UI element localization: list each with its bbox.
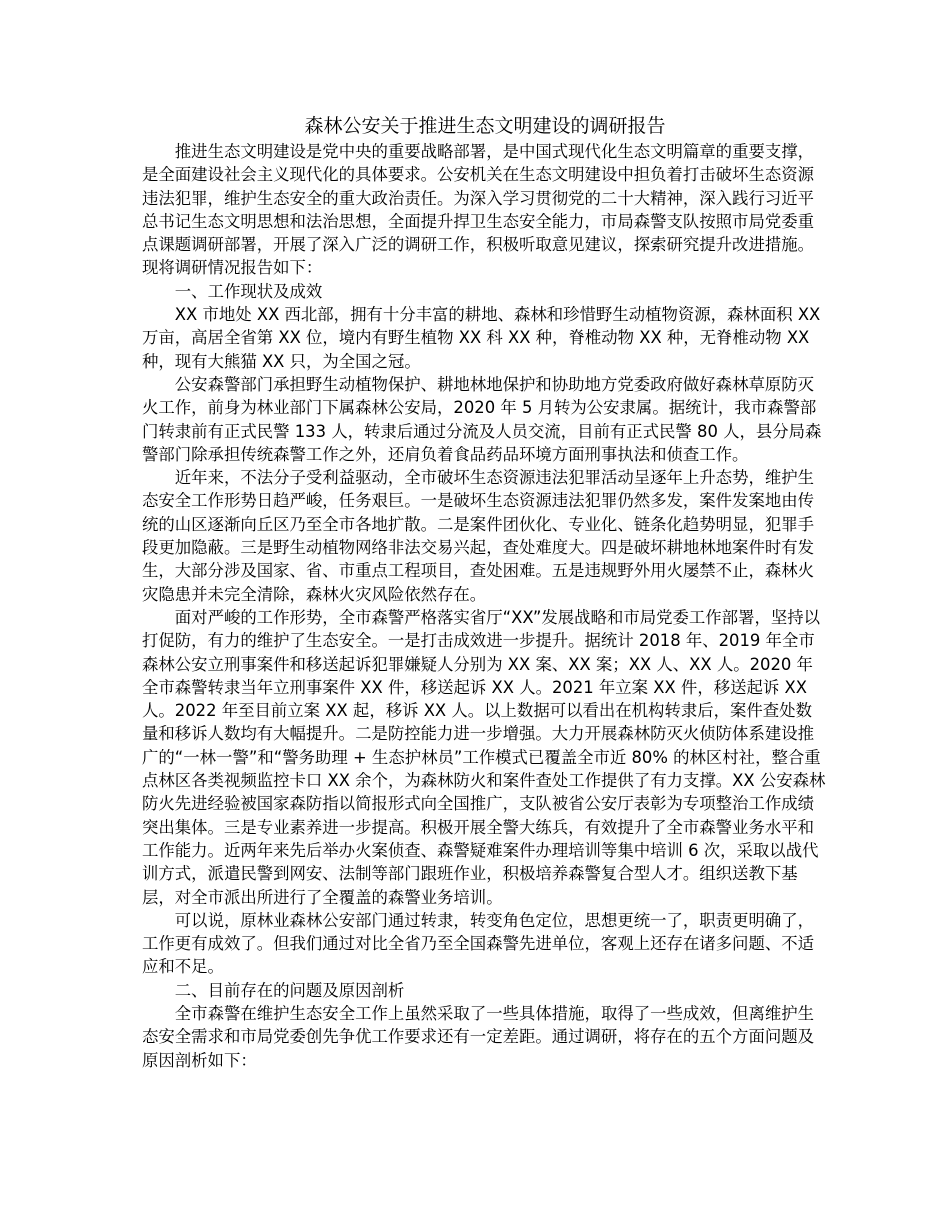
paragraph-crime-trends: 近年来，不法分子受利益驱动，全市破坏生态资源违法犯罪活动呈逐年上升态势，维护生态安全工作形势日趋严峻，任务艰巨。一是破坏生态资源违法犯罪仍然多发，案件发案地由传统的山区逐渐向丘区乃至全市各地扩散。二是案件团伙化、专业化、链条化趋势明显，犯罪手段更加隐蔽。三是野生动植物网络非法交易兴起，查处难度大。四是破坏耕地林地案件时有发生，大部分涉及国家、省、市重点工程项目，查处困难。五是违规野外用火屡禁不止，森林火灾隐患并未完全清除，森林火灾风险依然存在。: [142, 468, 815, 604]
intro-paragraph: 推进生态文明建设是党中央的重要战略部署，是中国式现代化生态文明篇章的重要支撑，是全面建设社会主义现代化的具体要求。公安机关在生态文明建设中担负着打击破坏生态资源违法犯罪，维护生态安全的重大政治责任。为深入学习贯彻党的二十大精神，深入践行习近平总书记生态文明思想和法治思想，全面提升捍卫生态安全能力，市局森警支队按照市局党委重点课题调研部署，开展了深入广泛的调研工作，积极听取意见建议，探索研究提升改进措施。现将调研情况报告如下：: [142, 142, 815, 278]
paragraph-police-duties: 公安森警部门承担野生动植物保护、耕地林地保护和协助地方党委政府做好森林草原防灭火工作，前身为林业部门下属森林公安局，2020 年 5 月转为公安隶属。据统计，我市森警部门转隶前有正式民警 133 人，转隶后通过分流及人员交流，目前有正式民警 80 人，县分局森警部门除承担传统森警工作之外，还肩负着食品药品环境方面刑事执法和侦查工作。: [142, 374, 822, 464]
section-heading-2: 二、目前存在的问题及原因剖析: [174, 980, 405, 1000]
paragraph-achievements: 面对严峻的工作形势，全市森警严格落实省厅“XX”发展战略和市局党委工作部署，坚持以打促防，有力的维护了生态安全。一是打击成效进一步提升。据统计 2018 年、2019 年全市森林公安立刑事案件和移送起诉犯罪嫌疑人分别为 XX 案、XX 案；XX 人、XX 人。2020 年全市森警转隶当年立刑事案件 XX 件，移送起诉 XX 人。2021 年立案 XX 件，移送起诉 XX 人。2022 年至目前立案 XX 起，移诉 XX 人。以上数据可以看出在机构转隶后，案件查处数量和移诉人数均有大幅提升。二是防控能力进一步增强。大力开展森林防灭火侦防体系建设推广的“一林一警”和“警务助理 + 生态护林员”工作模式已覆盖全市近 80% 的林区村社，整合重点林区各类视频监控卡口 XX 余个，为森林防火和案件查处工作提供了有力支撑。XX 公安森林防火先进经验被国家森防指以简报形式向全国推广，支队被省公安厅表彰为专项整治工作成绩突出集体。三是专业素养进一步提高。积极开展全警大练兵，有效提升了全市森警业务水平和工作能力。近两年来先后举办火案侦查、森警疑难案件办理培训等集中培训 6 次，采取以战代训方式，派遣民警到网安、法制等部门跟班作业，积极培养森警复合型人才。组织送教下基层，对全市派出所进行了全覆盖的森警业务培训。: [142, 607, 826, 907]
paragraph-problems-intro: 全市森警在维护生态安全工作上虽然采取了一些具体措施，取得了一些成效，但离维护生态安全需求和市局党委创先争优工作要求还有一定差距。通过调研，将存在的五个方面问题及原因剖析如下：: [142, 1003, 815, 1070]
paragraph-summary: 可以说，原林业森林公安部门通过转隶，转变角色定位，思想更统一了，职责更明确了，工作更有成效了。但我们通过对比全省乃至全国森警先进单位，客观上还存在诸多问题、不适应和不足。: [142, 910, 815, 977]
document-page: [142, 112, 828, 1072]
document-body: [142, 140, 828, 1072]
document-title: 森林公安关于推进生态文明建设的调研报告: [304, 115, 666, 137]
paragraph-city-resources: XX 市地处 XX 西北部，拥有十分丰富的耕地、森林和珍惜野生动植物资源，森林面积 XX 万亩，高居全省第 XX 位，境内有野生植物 XX 科 XX 种，脊椎动物 XX 种，无脊椎动物 XX 种，现有大熊猫 XX 只，为全国之冠。: [142, 305, 821, 371]
section-heading-1: 一、工作现状及成效: [174, 281, 323, 301]
